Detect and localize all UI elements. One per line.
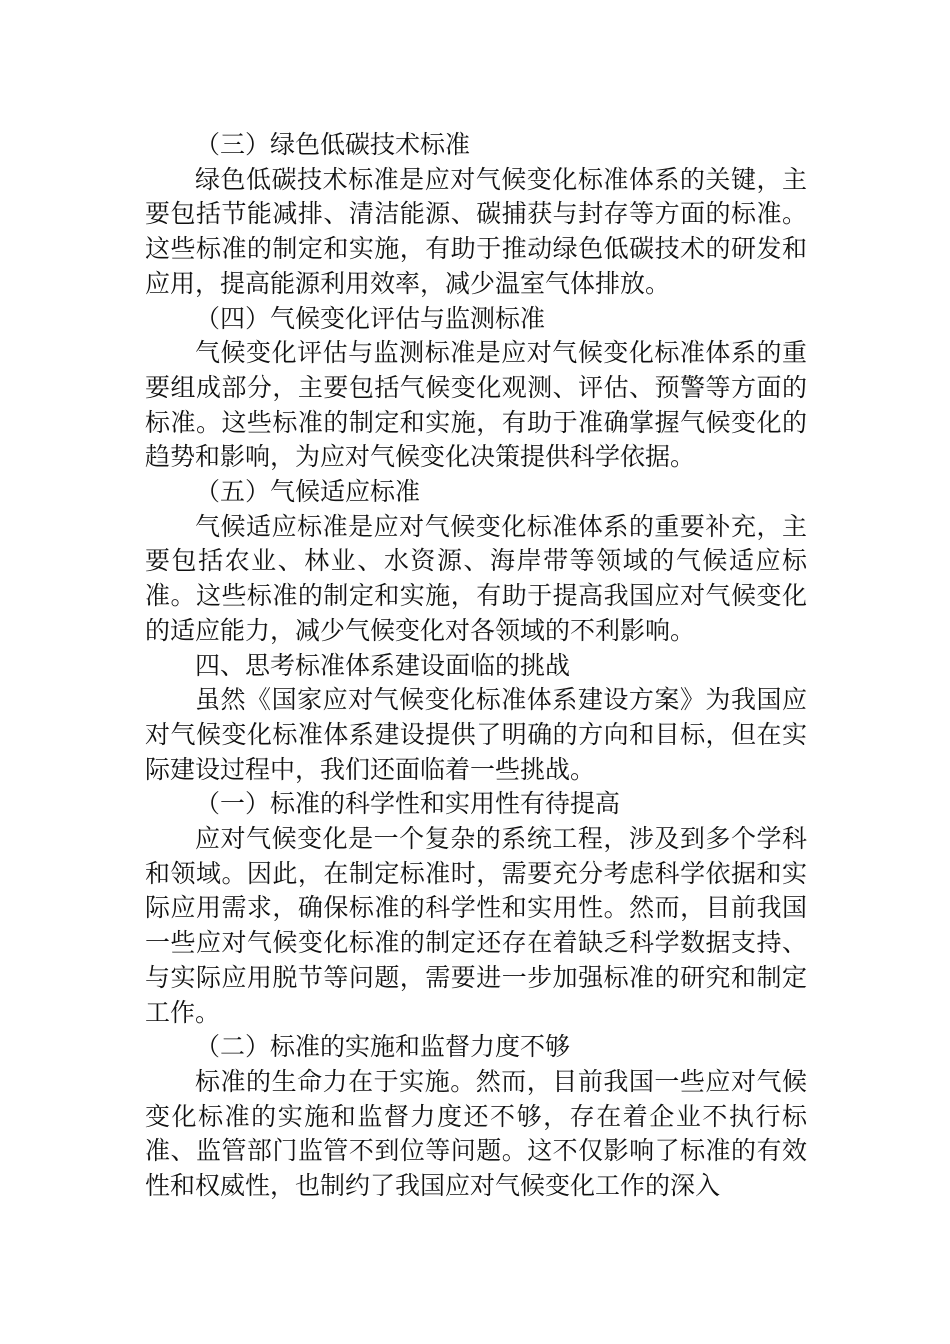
paragraph-green-low-carbon: 绿色低碳技术标准是应对气候变化标准体系的关键，主要包括节能减排、清洁能源、碳捕获与封存等方面的标准。这些标准的制定和实施，有助于推动绿色低碳技术的研发和应用，提高能源利用效率，减少温室气体排放。 (145, 164, 807, 298)
paragraph-challenges-intro: 虽然《国家应对气候变化标准体系建设方案》为我国应对气候变化标准体系建设提供了明确的方向和目标，但在实际建设过程中，我们还面临着一些挑战。 (145, 685, 807, 784)
subheading-assessment-monitoring-standards: （四）气候变化评估与监测标准 (195, 303, 546, 333)
paragraph-implementation-supervision: 标准的生命力在于实施。然而，目前我国一些应对气候变化标准的实施和监督力度还不够，存在着企业不执行标准、监管部门监管不到位等问题。这不仅影响了标准的有效性和权威性，也制约了我国应对气候变化工作的深入 (145, 1066, 807, 1201)
subheading-implementation-supervision: （二）标准的实施和监督力度不够 (195, 1032, 571, 1062)
paragraph-climate-adaptation: 气候适应标准是应对气候变化标准体系的重要补充，主要包括农业、林业、水资源、海岸带等领域的气候适应标准。这些标准的制定和实施，有助于提高我国应对气候变化的适应能力，减少气候变化对各领域的不利影响。 (145, 511, 807, 645)
section-heading-challenges: 四、思考标准体系建设面临的挑战 (195, 650, 571, 680)
document-page (145, 128, 807, 1204)
paragraph-assessment-monitoring: 气候变化评估与监测标准是应对气候变化标准体系的重要组成部分，主要包括气候变化观测、评估、预警等方面的标准。这些标准的制定和实施，有助于准确掌握气候变化的趋势和影响，为应对气候变化决策提供科学依据。 (145, 338, 807, 472)
subheading-green-low-carbon-standards: （三）绿色低碳技术标准 (195, 130, 471, 159)
paragraph-scientific-practicality: 应对气候变化是一个复杂的系统工程，涉及到多个学科和领域。因此，在制定标准时，需要充分考虑科学依据和实际应用需求，确保标准的科学性和实用性。然而，目前我国一些应对气候变化标准的制定还存在着缺乏科学数据支持、与实际应用脱节等问题，需要进一步加强标准的研究和制定工作。 (145, 824, 807, 1027)
subheading-scientific-practicality: （一）标准的科学性和实用性有待提高 (195, 789, 621, 819)
subheading-climate-adaptation-standards: （五）气候适应标准 (195, 477, 421, 507)
